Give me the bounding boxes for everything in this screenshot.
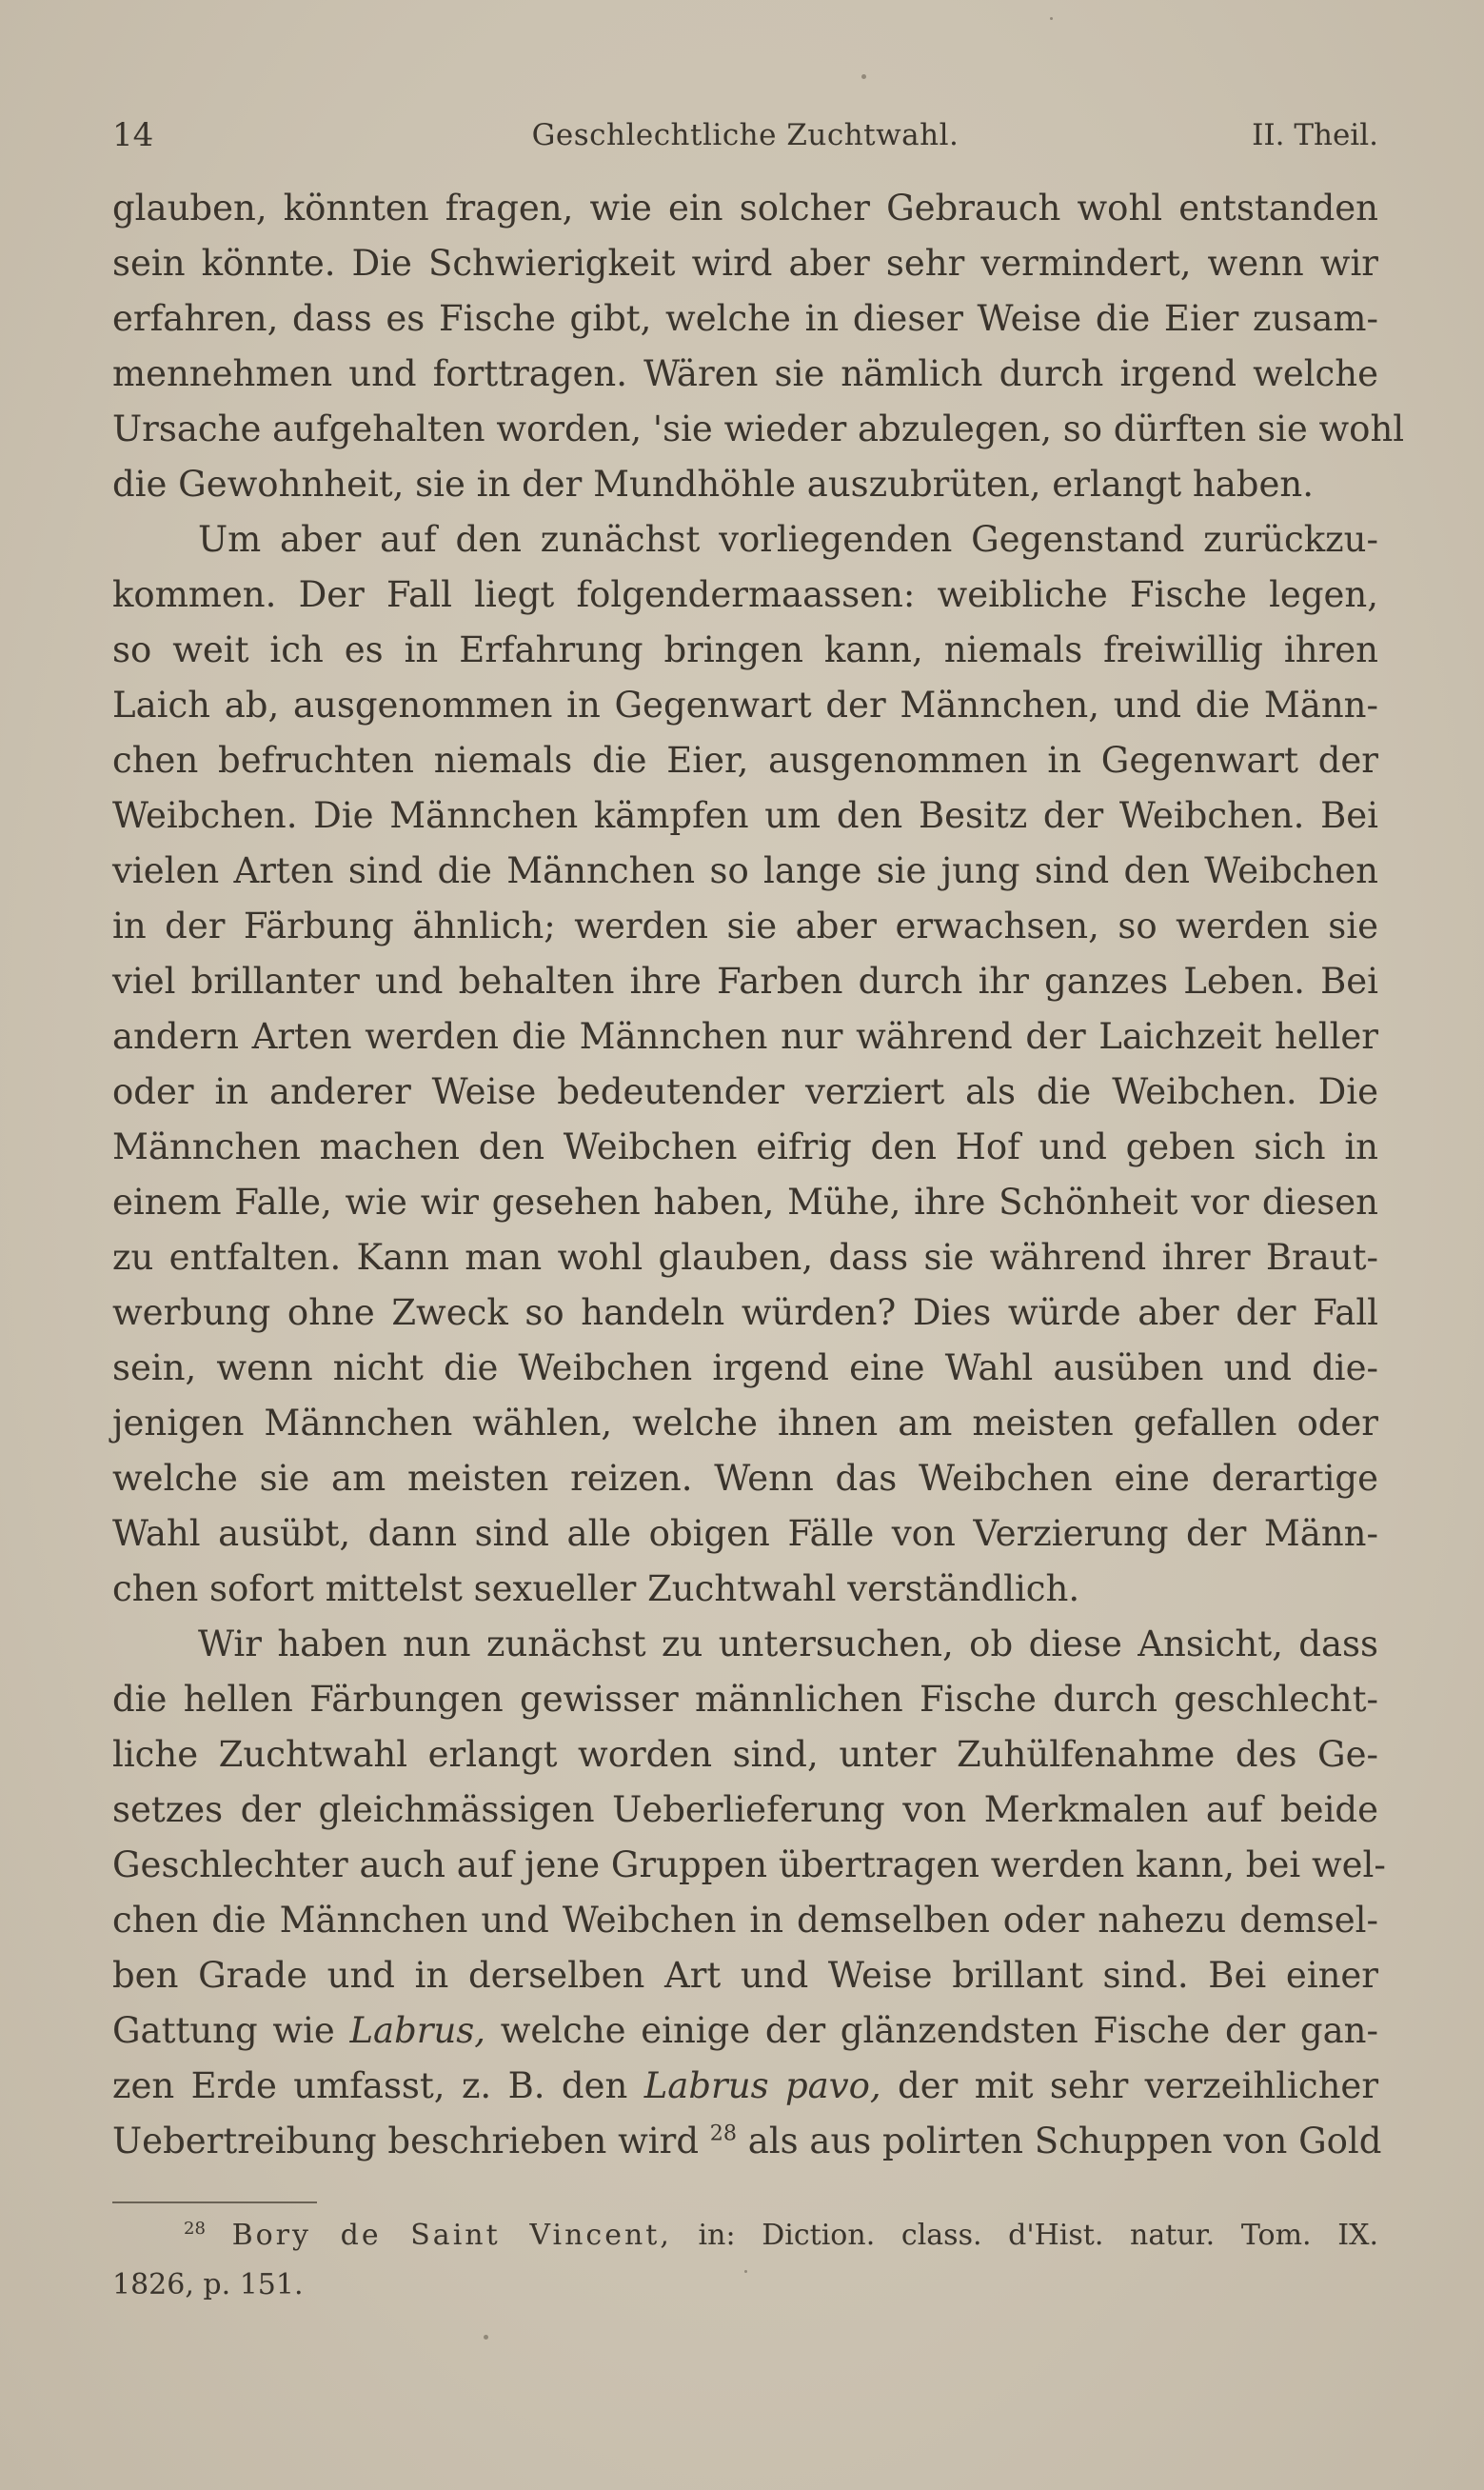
text-line: Geschlechter auch auf jene Gruppen übertragen werden kann, bei wel- (112, 1844, 1386, 1885)
paragraph-3 (112, 1617, 1386, 2169)
footnote-line (112, 2211, 1378, 2261)
paragraph-2 (112, 512, 1378, 1617)
text-segment: Uebertreibung beschrieben wird (112, 2121, 710, 2161)
text-line: erfahren, dass es Fische gibt, welche in dieser Weise die Eier zusam- (112, 298, 1378, 339)
text-line: vielen Arten sind die Männchen so lange sie jung sind den Weibchen (112, 850, 1378, 891)
text-line: oder in anderer Weise bedeutender verziert als die Weibchen. Die (112, 1071, 1378, 1112)
text-segment: als aus polirten Schuppen von Gold (737, 2121, 1382, 2161)
text-line: einem Falle, wie wir gesehen haben, Mühe, ihre Schönheit vor diesen (112, 1182, 1378, 1223)
text-line: Um aber auf den zunächst vorliegenden Gegenstand zurückzu- (198, 519, 1378, 560)
text-line: viel brillanter und behalten ihre Farben durch ihr ganzes Leben. Bei (112, 961, 1378, 1002)
footnote-marker: 28 (184, 2219, 206, 2239)
text-line (112, 2059, 1378, 2114)
part-label: II. Theil. (1252, 118, 1378, 152)
footnote-line: 1826, p. 151. (112, 2268, 304, 2301)
text-segment: Gattung wie (112, 2010, 350, 2051)
paragraph-1 (112, 181, 1405, 512)
text-line: jenigen Männchen wählen, welche ihnen am meisten gefallen oder (112, 1403, 1378, 1444)
running-header (112, 107, 1378, 164)
text-line: so weit ich es in Erfahrung bringen kann, niemals freiwillig ihren (112, 629, 1378, 670)
text-line: die hellen Färbungen gewisser männlichen Fische durch geschlecht- (112, 1679, 1378, 1720)
footnote (112, 2211, 1378, 2310)
text-line: in der Färbung ähnlich; werden sie aber erwachsen, so werden sie (112, 906, 1378, 946)
running-title: Geschlechtliche Zuchtwahl. (531, 118, 960, 152)
text-line: zu entfalten. Kann man wohl glauben, dass sie während ihrer Braut- (112, 1237, 1378, 1278)
book-page (112, 107, 1405, 2310)
text-line: mennehmen und forttragen. Wären sie nämlich durch irgend welche (112, 353, 1378, 394)
text-line: chen die Männchen und Weibchen in demselben oder nahezu demsel- (112, 1900, 1378, 1941)
text-line: glauben, könnten fragen, wie ein solcher Gebrauch wohl entstanden (112, 188, 1378, 229)
text-line: sein, wenn nicht die Weibchen irgend eine Wahl ausüben und die- (112, 1347, 1378, 1388)
text-line: ben Grade und in derselben Art und Weise brillant sind. Bei einer (112, 1955, 1378, 1996)
text-line (112, 2003, 1378, 2059)
text-line: kommen. Der Fall liegt folgendermaassen: weibliche Fische legen, (112, 574, 1378, 615)
page-number: 14 (112, 116, 154, 154)
text-line: setzes der gleichmässigen Ueberlieferung von Merkmalen auf beide (112, 1789, 1378, 1830)
text-segment: welche einige der glänzendsten Fische der gan- (485, 2010, 1378, 2051)
footnote-author: Bory de Saint Vincent, (231, 2219, 672, 2252)
text-line: Laich ab, ausgenommen in Gegenwart der Männchen, und die Männ- (112, 685, 1378, 726)
text-line: werbung ohne Zweck so handeln würden? Dies würde aber der Fall (112, 1292, 1378, 1333)
italic-species-name: Labrus pavo, (643, 2065, 881, 2106)
text-segment: der mit sehr verzeihlicher (881, 2065, 1379, 2106)
paper-speck (484, 2335, 488, 2340)
text-line: sein könnte. Die Schwierigkeit wird aber sehr vermindert, wenn wir (112, 243, 1378, 284)
text-line: Ursache aufgehalten worden, 'sie wieder abzulegen, so dürften sie wohl (112, 408, 1405, 449)
paper-speck (861, 74, 866, 79)
footnote-divider (112, 2201, 317, 2203)
text-line: welche sie am meisten reizen. Wenn das Weibchen eine derartige (112, 1458, 1378, 1499)
text-line: Wahl ausübt, dann sind alle obigen Fälle von Verzierung der Männ- (112, 1513, 1378, 1554)
text-line: chen sofort mittelst sexueller Zuchtwahl verständlich. (112, 1568, 1080, 1609)
text-line: Weibchen. Die Männchen kämpfen um den Besitz der Weibchen. Bei (112, 795, 1378, 836)
text-line: andern Arten werden die Männchen nur während der Laichzeit heller (112, 1016, 1378, 1057)
footnote-text: in: Diction. class. d'Hist. natur. Tom. IX. (671, 2219, 1378, 2252)
paper-speck (744, 2270, 747, 2273)
text-line: Wir haben nun zunächst zu untersuchen, ob diese Ansicht, dass (198, 1623, 1378, 1664)
text-line: chen befruchten niemals die Eier, ausgenommen in Gegenwart der (112, 740, 1378, 781)
paper-speck (1050, 17, 1053, 20)
text-line: Männchen machen den Weibchen eifrig den Hof und geben sich in (112, 1126, 1378, 1167)
text-segment: zen Erde umfasst, z. B. den (112, 2065, 644, 2106)
text-line (112, 2114, 1382, 2169)
text-line: liche Zuchtwahl erlangt worden sind, unter Zuhülfenahme des Ge- (112, 1734, 1378, 1775)
footnote-reference[interactable]: 28 (709, 2121, 738, 2146)
text-line: die Gewohnheit, sie in der Mundhöhle auszubrüten, erlangt haben. (112, 464, 1314, 505)
italic-genus-name: Labrus, (349, 2010, 486, 2051)
body-text (112, 181, 1405, 2169)
